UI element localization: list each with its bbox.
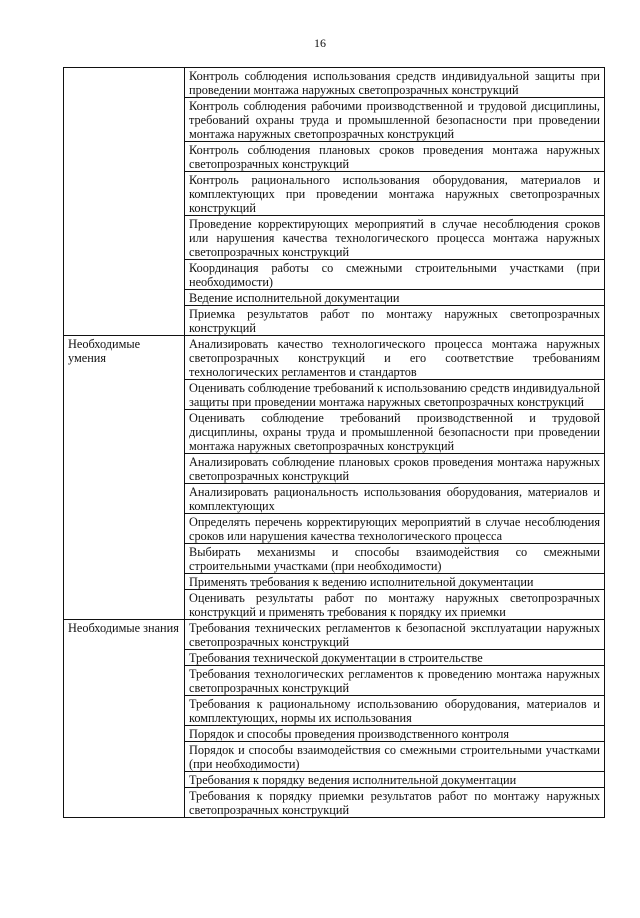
requirement-cell: Анализировать соблюдение плановых сроков проведения монтажа наружных светопрозрачных конструкций	[185, 454, 605, 484]
requirement-cell: Анализировать рациональность использования оборудования, материалов и комплектующих	[185, 484, 605, 514]
requirement-cell: Контроль соблюдения плановых сроков проведения монтажа наружных светопрозрачных конструкций	[185, 142, 605, 172]
competency-table	[63, 67, 605, 818]
table-row	[64, 336, 605, 380]
requirement-cell: Координация работы со смежными строительными участками (при необходимости)	[185, 260, 605, 290]
requirement-cell: Требования технологических регламентов к проведению монтажа наружных светопрозрачных конструкций	[185, 666, 605, 696]
requirement-cell: Контроль рационального использования оборудования, материалов и комплектующих при проведении монтажа наружных светопрозрачных конструкций	[185, 172, 605, 216]
requirement-cell: Оценивать результаты работ по монтажу наружных светопрозрачных конструкций и применять требования к порядку их приемки	[185, 590, 605, 620]
requirement-cell: Оценивать соблюдение требований к использованию средств индивидуальной защиты при проведении монтажа наружных светопрозрачных конструкций	[185, 380, 605, 410]
requirement-cell: Порядок и способы взаимодействия со смежными строительными участками (при необходимости)	[185, 742, 605, 772]
requirement-cell: Требования к порядку приемки результатов работ по монтажу наружных светопрозрачных конструкций	[185, 788, 605, 818]
page-number: 16	[314, 36, 326, 50]
requirement-cell: Порядок и способы проведения производственного контроля	[185, 726, 605, 742]
requirement-cell: Анализировать качество технологического процесса монтажа наружных светопрозрачных конструкций и его соответствие требованиям технологических регламентов и стандартов	[185, 336, 605, 380]
table-row	[64, 68, 605, 98]
requirement-cell: Применять требования к ведению исполнительной документации	[185, 574, 605, 590]
requirement-cell: Требования технических регламентов к безопасной эксплуатации наружных светопрозрачных конструкций	[185, 620, 605, 650]
category-cell: Необходимые умения	[64, 336, 185, 620]
requirement-cell: Ведение исполнительной документации	[185, 290, 605, 306]
requirement-cell: Оценивать соблюдение требований производственной и трудовой дисциплины, охраны труда и промышленной безопасности при проведении монтажа наружных светопрозрачных конструкций	[185, 410, 605, 454]
requirement-cell: Контроль соблюдения использования средств индивидуальной защиты при проведении монтажа наружных светопрозрачных конструкций	[185, 68, 605, 98]
requirement-cell: Выбирать механизмы и способы взаимодействия со смежными строительными участками (при необходимости)	[185, 544, 605, 574]
requirement-cell: Проведение корректирующих мероприятий в случае несоблюдения сроков или нарушения качества технологического процесса монтажа наружных светопрозрачных конструкций	[185, 216, 605, 260]
requirement-cell: Требования к порядку ведения исполнительной документации	[185, 772, 605, 788]
table-row	[64, 620, 605, 650]
requirement-cell: Определять перечень корректирующих мероприятий в случае несоблюдения сроков или нарушения качества технологического процесса	[185, 514, 605, 544]
category-cell	[64, 68, 185, 336]
requirement-cell: Требования технической документации в строительстве	[185, 650, 605, 666]
requirement-cell: Контроль соблюдения рабочими производственной и трудовой дисциплины, требований охраны труда и промышленной безопасности при проведении монтажа наружных светопрозрачных конструкций	[185, 98, 605, 142]
category-cell: Необходимые знания	[64, 620, 185, 818]
requirement-cell: Требования к рациональному использованию оборудования, материалов и комплектующих, нормы их использования	[185, 696, 605, 726]
requirement-cell: Приемка результатов работ по монтажу наружных светопрозрачных конструкций	[185, 306, 605, 336]
